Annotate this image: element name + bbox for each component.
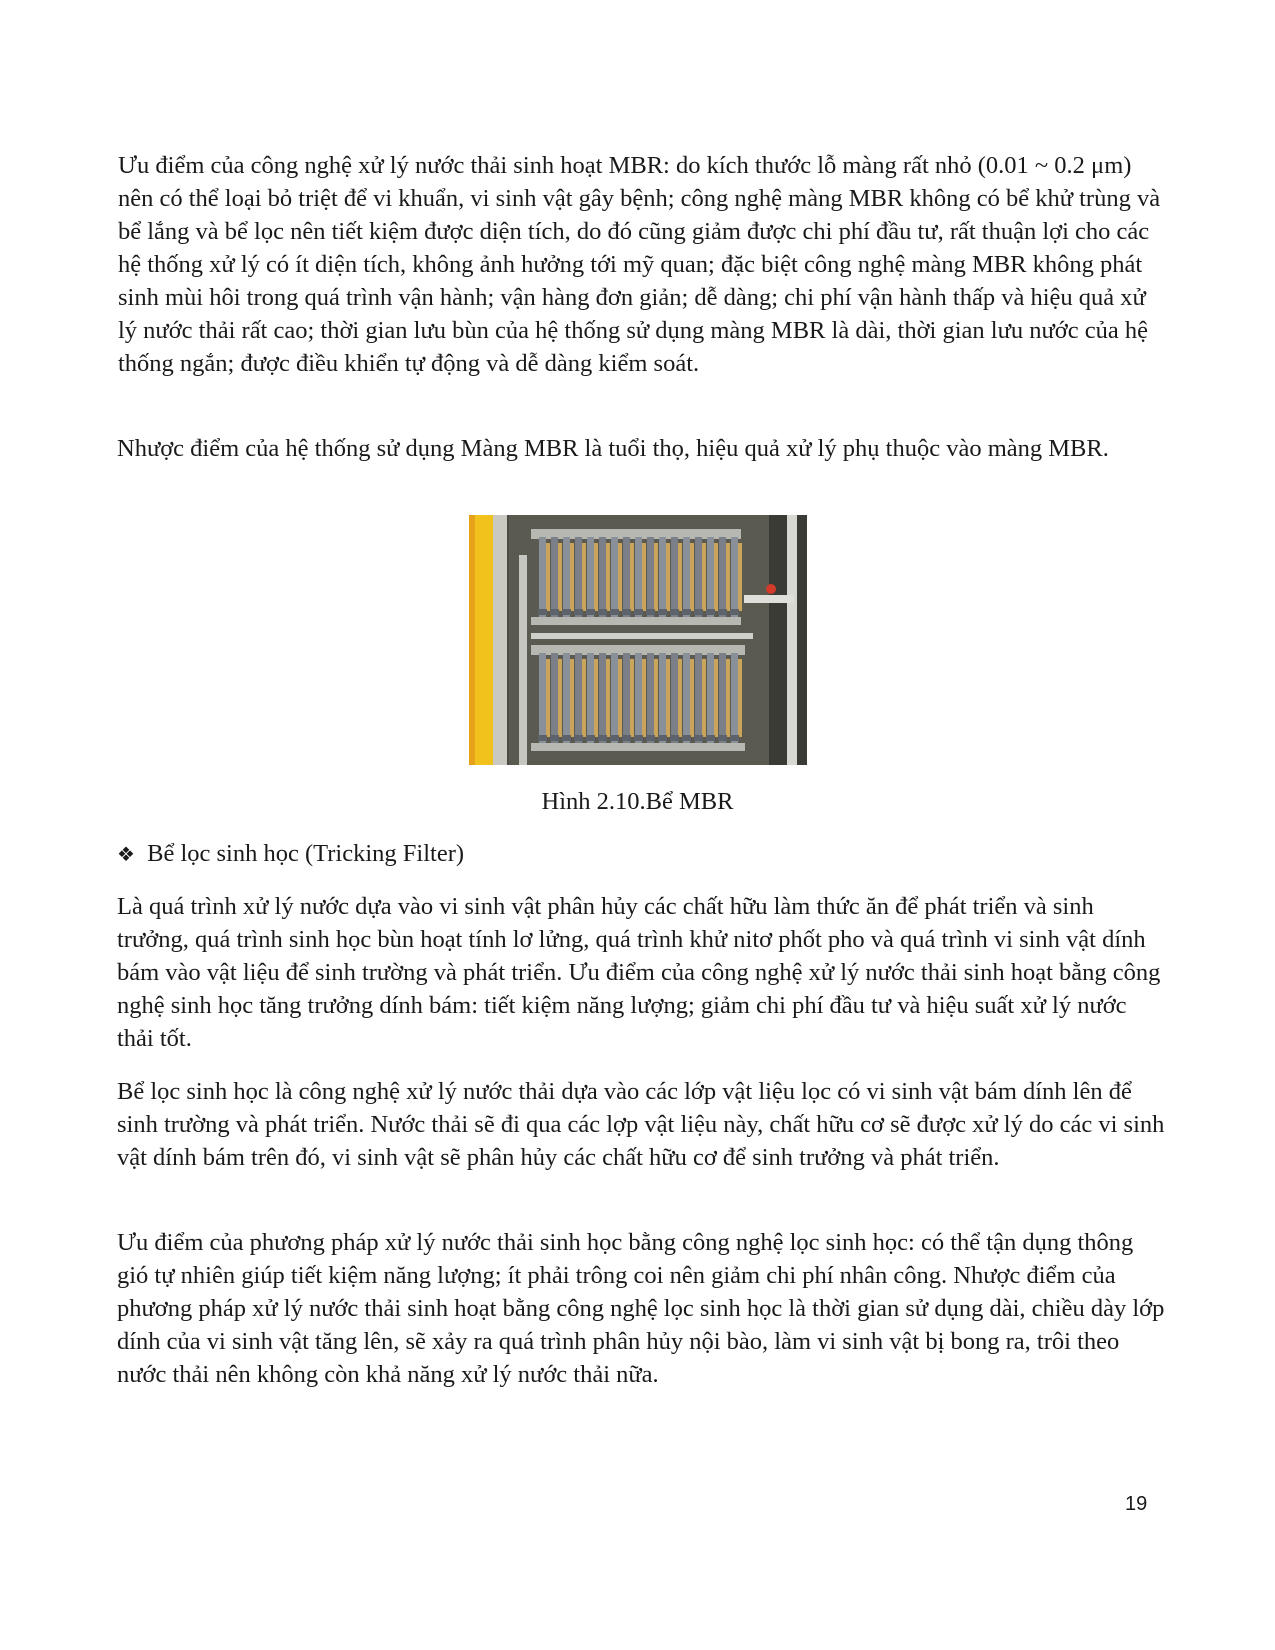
paragraph-biological-process: Là quá trình xử lý nước dựa vào vi sinh vật phân hủy các chất hữu làm thức ăn để phát triển và sinh trưởng, quá trình sinh học bùn hoạt tính lơ lửng, quá trình khử nitơ phốt pho và quá trình vi sinh vật dính bám vào vật liệu để sinh trường và phát triển. Ưu điểm của công nghệ xử lý nước thải sinh hoạt bằng công nghệ sinh học tăng trưởng dính bám: tiết kiệm năng lượng; giảm chi phí đầu tư và hiệu suất xử lý nước thải tốt. xyxy=(117,893,1161,1052)
section-heading xyxy=(117,837,464,871)
section-heading-text: Bể lọc sinh học (Tricking Filter) xyxy=(147,840,465,867)
paragraph-mbr-disadvantages: Nhược điểm của hệ thống sử dụng Màng MBR là tuổi thọ, hiệu quả xử lý phụ thuộc vào màng MBR. xyxy=(117,435,1109,462)
figure-caption: Hình 2.10.Bể MBR xyxy=(541,788,734,815)
diamond-bullet-icon: ❖ xyxy=(117,842,135,866)
paragraph-biofilter-pros-cons: Ưu điểm của phương pháp xử lý nước thải sinh học bằng công nghệ lọc sinh học: có thể tận dụng thông gió tự nhiên giúp tiết kiệm năng lượng; ít phải trông coi nên giảm chi phí nhân công. Nhược điểm của phương pháp xử lý nước thải sinh hoạt bằng công nghệ lọc sinh học là thời gian sử dụng dài, chiều dày lớp dính của vi sinh vật tăng lên, sẽ xảy ra quá trình phân hủy nội bào, làm vi sinh vật bị bong ra, trôi theo nước thải nên không còn khả năng xử lý nước thải nữa. xyxy=(117,1229,1165,1388)
mbr-tank-photo xyxy=(469,515,807,765)
paragraph-mbr-advantages: Ưu điểm của công nghệ xử lý nước thải sinh hoạt MBR: do kích thước lỗ màng rất nhỏ (0.01 ~ 0.2 μm) nên có thể loại bỏ triệt để vi khuẩn, vi sinh vật gây bệnh; công nghệ màng MBR không có bể khử trùng và bể lắng và bể lọc nên tiết kiệm được diện tích, do đó cũng giảm được chi phí đầu tư, rất thuận lợi cho các hệ thống xử lý có ít diện tích, không ảnh hưởng tới mỹ quan; đặc biệt công nghệ màng MBR không phát sinh mùi hôi trong quá trình vận hành; vận hàng đơn giản; dễ dàng; chi phí vận hành thấp và hiệu quả xử lý nước thải rất cao; thời gian lưu bùn của hệ thống sử dụng màng MBR là dài, thời gian lưu nước của hệ thống ngắn; được điều khiển tự động và dễ dàng kiểm soát. xyxy=(118,152,1161,377)
paragraph-biofilter-description: Bể lọc sinh học là công nghệ xử lý nước thải dựa vào các lớp vật liệu lọc có vi sinh vật bám dính lên để sinh trường và phát triển. Nước thải sẽ đi qua các lợp vật liệu này, chất hữu cơ sẽ được xử lý do các vi sinh vật dính bám trên đó, vi sinh vật sẽ phân hủy các chất hữu cơ để sinh trưởng và phát triển. xyxy=(117,1078,1165,1171)
page-number: 19 xyxy=(1125,1493,1148,1515)
